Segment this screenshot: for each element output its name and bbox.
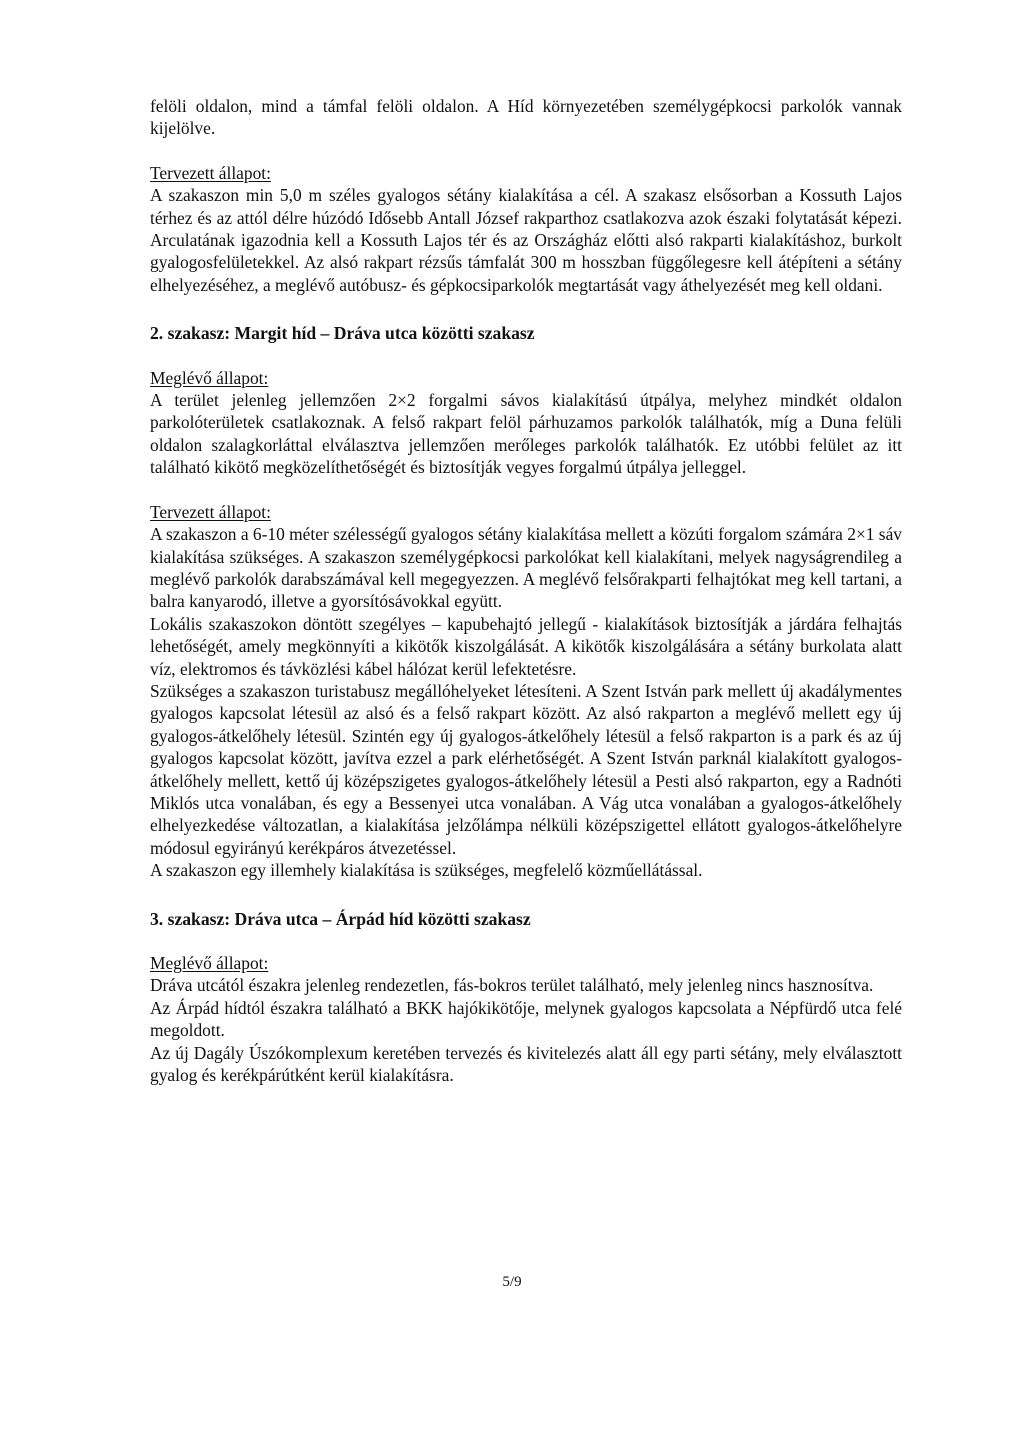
section2-planned-paragraph-2: Lokális szakaszokon döntött szegélyes – kapubehajtó jellegű - kialakítások biztosítják a járdára felhajtás lehetőségét, amely megkönnyíti a kikötők kiszolgálását. A kikötők kiszolgálására a sétány burkolata alatt víz, elektromos és távközlési kábel hálózat kerül lefektetésre.: [150, 613, 902, 679]
section2-existing-paragraph: A terület jelenleg jellemzően 2×2 forgalmi sávos kialakítású útpálya, melyhez mindkét oldalon parkolóterületek csatlakoznak. A felső rakpart felöl párhuzamos parkolók találhatók, míg a Duna felüli oldalon szalagkorláttal elválasztva jellemzően merőleges parkolók találhatók. Ez utóbbi felület az itt található kikötő megközelíthetőségét és biztosítják vegyes forgalmú útpálya jelleggel.: [150, 390, 902, 478]
section3-existing-paragraph-2: Az Árpád hídtól északra található a BKK hajókikötője, melynek gyalogos kapcsolata a Népfürdő utca felé megoldott.: [150, 997, 902, 1041]
section1-planned-paragraph: A szakaszon min 5,0 m széles gyalogos sétány kialakítása a cél. A szakasz elsősorban a Kossuth Lajos térhez és az attól délre húzódó Idősebb Antall József rakparthoz csatlakozva azok északi folytatását képezi. Arculatának igazodnia kell a Kossuth Lajos tér és az Országház előtti alsó rakparti kialakításhoz, burkolt gyalogosfelületekkel. Az alsó rakpart rézsűs támfalát 300 m hosszban függőlegesre kell átépíteni a sétány elhelyezéséhez, a meglévő autóbusz- és gépkocsiparkolók megtartását vagy áthelyezését meg kell oldani.: [150, 185, 902, 295]
section3-existing-paragraph-1: Dráva utcától északra jelenleg rendezetlen, fás-bokros terület található, mely jelenleg nincs hasznosítva.: [150, 975, 874, 996]
section2-planned-paragraph-3: Szükséges a szakaszon turistabusz megállóhelyeket létesíteni. A Szent István park mellett új akadálymentes gyalogos kapcsolat létesül az alsó és a felső rakpart között. Az alsó rakparton a meglévő mellett egy új gyalogos-átkelőhely létesül. Szintén egy új gyalogos-átkelőhely létesül a felső rakparton is a park és az új gyalogos kapcsolat között, javítva ezzel a park elérhetőségét. A Szent István parknál kialakított gyalogos-átkelőhely mellett, kettő új középszigetes gyalogos-átkelőhely létesül a Pesti alsó rakparton, egy a Radnóti Miklós utca vonalában, és egy a Bessenyei utca vonalában. A Vág utca vonalában a gyalogos-átkelőhely elhelyezkedése változatlan, a kialakítása jelzőlámpa nélküli középszigettel ellátott gyalogos-átkelőhelyre módosul egyirányú kerékpáros átvezetéssel.: [150, 680, 902, 858]
section2-planned-paragraph-1: A szakaszon a 6-10 méter szélességű gyalogos sétány kialakítása mellett a közúti forgalom számára 2×1 sáv kialakítása szükséges. A szakaszon személygépkocsi parkolókat kell kialakítani, melyek nagyságrendileg a meglévő parkolók darabszámával kell megegyezzen. A meglévő felsőrakparti felhajtókat meg kell tartani, a balra kanyarodó, illetve a gyorsítósávokkal együtt.: [150, 524, 902, 612]
section3-existing-paragraph-3: Az új Dagály Úszókomplexum keretében tervezés és kivitelezés alatt áll egy parti sétány, mely elválasztott gyalog és kerékpárútként kerül kialakításra.: [150, 1042, 902, 1086]
section2-heading: 2. szakasz: Margit híd – Dráva utca közötti szakasz: [150, 323, 535, 344]
intro-paragraph: felöli oldalon, mind a támfal felöli oldalon. A Híd környezetében személygépkocsi parkolók vannak kijelölve.: [150, 96, 902, 139]
section3-existing-label: Meglévő állapot:: [150, 953, 269, 973]
page-number: 5/9: [502, 1274, 522, 1290]
section2-planned-label: Tervezett állapot:: [150, 501, 271, 522]
section2-planned-paragraph-4: A szakaszon egy illemhely kialakítása is szükséges, megfelelő közműellátással.: [150, 860, 703, 881]
document-page: [150, 95, 902, 1086]
section2-existing-label: Meglévő állapot:: [150, 367, 269, 388]
section1-planned-label: Tervezett állapot:: [150, 162, 271, 183]
section3-heading: 3. szakasz: Dráva utca – Árpád híd közötti szakasz: [150, 908, 531, 929]
